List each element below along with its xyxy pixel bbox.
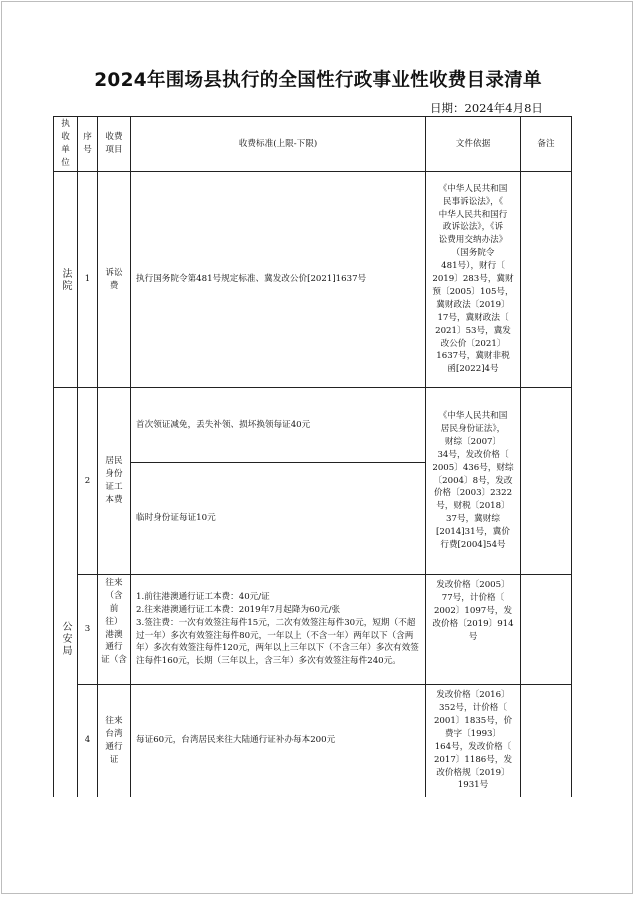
note-cell	[521, 575, 572, 685]
note-cell	[521, 172, 572, 388]
seq-cell: 2	[78, 388, 98, 575]
header-unit: 执 收 单 位	[54, 117, 78, 172]
fee-table	[53, 116, 572, 797]
item-cell: 往来 （含 前 往） 港澳 通行 证（含	[98, 575, 131, 685]
page-title: 2024年围场县执行的全国性行政事业性收费目录清单	[94, 70, 542, 91]
item-cell: 诉讼 费	[98, 172, 131, 388]
header-standard: 收费标准(上限-下限)	[131, 117, 426, 172]
unit-cell-court	[54, 172, 78, 388]
basis-cell: 《中华人民共和国 民事诉讼法》，《 中华人民共和国行 政诉讼法》，《诉 讼费用交纳办法》 （国务院令 481号），财行〔 2019〕283号，冀财 预〔2005〕105号， 冀财政法〔2019〕 17号，冀财政法〔 2021〕53号，冀发 改公价〔2021〕 1637号，冀财非税 函[2022]4号	[426, 172, 521, 388]
unit-cell-police	[54, 388, 78, 797]
header-seq: 序 号	[78, 117, 98, 172]
table-row	[54, 388, 572, 463]
basis-cell: 发改价格〔2016〕 352号，计价格〔 2001〕1835号，价 费字〔1993〕 164号，发改价格〔 2017〕1186号，发 改价格规〔2019〕 1931号	[426, 685, 521, 797]
standard-cell: 1.前往港澳通行证工本费：40元/证 2.往来港澳通行证工本费：2019年7月起降为60元/张 3.签注费：一次有效签注每件15元，二次有效签注每件30元，短期（不超过一年）多次有效签注每件80元，一年以上（不含一年）两年以下（含两年）多次有效签注每件120元，两年以上三年以下（不含三年）多次有效签注每件160元，长期（三年以上，含三年）多次有效签注每件240元。	[131, 575, 426, 685]
header-basis: 文件依据	[426, 117, 521, 172]
note-cell	[521, 388, 572, 575]
basis-cell: 发改价格〔2005〕 77号，计价格〔 2002〕1097号，发 改价格〔2019〕914 号	[426, 575, 521, 685]
unit-label: 公安局	[60, 620, 71, 657]
standard-cell: 首次领证减免，丢失补领、损坏换领每证40元	[131, 388, 426, 463]
seq-cell: 1	[78, 172, 98, 388]
header-item: 收费 项目	[98, 117, 131, 172]
item-cell: 往来 台湾 通行 证	[98, 685, 131, 797]
item-cell: 居民 身份 证工 本费	[98, 388, 131, 575]
header-note: 备注	[521, 117, 572, 172]
note-cell	[521, 685, 572, 797]
table-row	[54, 172, 572, 388]
table-row	[54, 685, 572, 797]
standard-cell: 临时身份证每证10元	[131, 463, 426, 575]
standard-cell: 执行国务院令第481号规定标准、冀发改公价[2021]1637号	[131, 172, 426, 388]
seq-cell: 4	[78, 685, 98, 797]
seq-cell: 3	[78, 575, 98, 685]
standard-cell: 每证60元，台湾居民来往大陆通行证补办每本200元	[131, 685, 426, 797]
unit-label: 法院	[60, 267, 71, 292]
basis-cell: 《中华人民共和国 居民身份证法》， 财综〔2007〕 34号，发改价格〔 2005〕436号，财综 〔2004〕8号，发改 价格〔2003〕2322 号，财税〔2018〕 37号，冀财综 [2014]31号，冀价 行费[2004]54号	[426, 388, 521, 575]
date-label: 日期：2024年4月8日	[430, 101, 543, 115]
table-row	[54, 575, 572, 685]
table-header-row	[54, 117, 572, 172]
